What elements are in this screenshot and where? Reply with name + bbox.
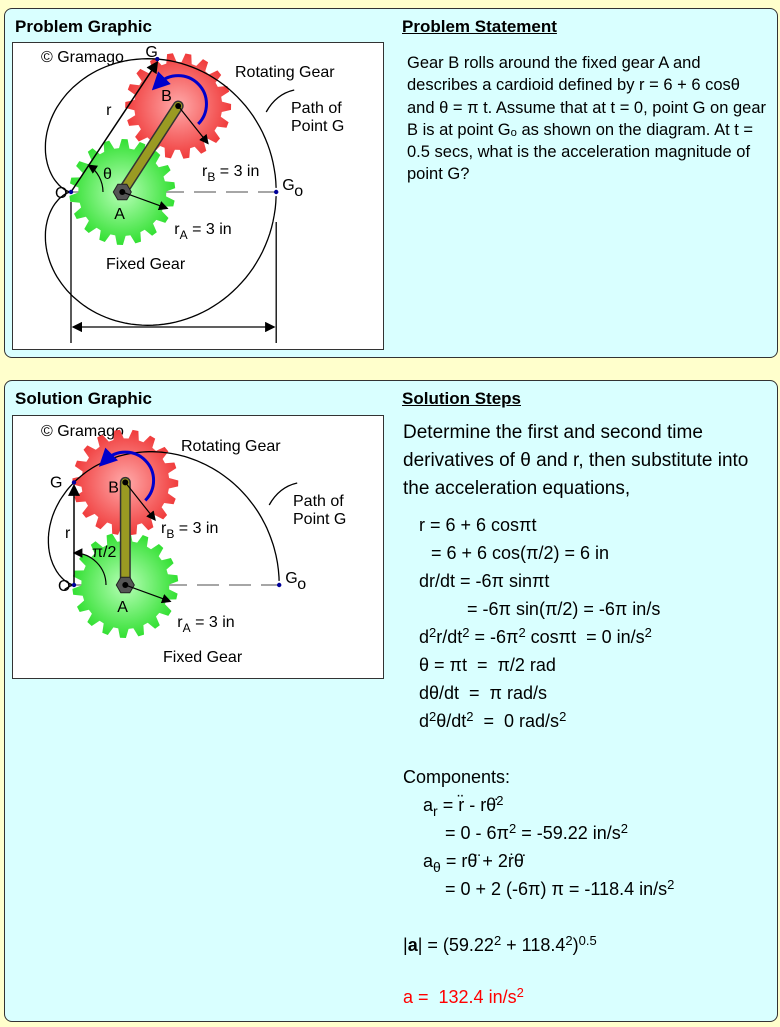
label-path-2: Point G (293, 511, 347, 528)
label-fixed-gear: Fixed Gear (106, 256, 186, 273)
equation-part: = -6π sin(π/2) = -6π in/s (467, 599, 661, 619)
path-leader (266, 90, 294, 112)
label-o: O (55, 185, 68, 202)
components-label: Components: (403, 767, 511, 787)
label-g: G (50, 474, 63, 492)
label-path-2: Point G (291, 118, 345, 135)
equation-part: a (423, 795, 434, 815)
equation-part: 2 (508, 821, 517, 836)
equation-part: = 0 + 2 (-6π) π = -118.4 in/s (445, 879, 668, 899)
equation-part: d (419, 711, 430, 731)
point-marker (72, 480, 76, 484)
label-angle: π/2 (92, 544, 117, 561)
component-line (445, 875, 674, 903)
equation-line (467, 595, 660, 623)
equation-part: θ = πt = π/2 rad (419, 655, 556, 675)
equation-line (419, 623, 652, 651)
equation-part: = 6 + 6 cos(π/2) = 6 in (431, 543, 610, 563)
equation-part: 2 (518, 625, 526, 640)
equation-part: + 118.4 (501, 935, 566, 955)
label-ra (177, 614, 234, 635)
label-rotating-gear: Rotating Gear (235, 64, 335, 81)
equation-part: 2 (667, 877, 675, 892)
point-marker (72, 583, 76, 587)
label-o: O (58, 578, 71, 595)
equation-part: a (423, 851, 434, 871)
solution-intro: Determine the first and second time derivatives of θ and r, then substitute into the acceleration equations, (403, 422, 749, 499)
equation-line (419, 511, 536, 539)
label-rb (161, 520, 218, 541)
magnitude-equation (403, 931, 597, 959)
label-ra-symbol: r (174, 221, 180, 238)
label-go: G (285, 570, 298, 587)
solution-steps-title: Solution Steps (402, 389, 521, 408)
equation-part: 2 (620, 821, 628, 836)
equation-line (419, 651, 556, 679)
equation-part: 2 (493, 933, 502, 948)
component-line (423, 847, 524, 875)
label-b: B (161, 87, 172, 105)
label-rotating-gear: Rotating Gear (181, 438, 281, 455)
point-marker (69, 190, 73, 194)
label-g: G (145, 44, 158, 62)
equation-part: 2 (429, 625, 437, 640)
problem-panel (4, 8, 778, 358)
equation-part: 2 (559, 709, 567, 724)
equation-part: 0.5 (578, 933, 597, 948)
equation-part: a (407, 935, 418, 955)
equation-part: = rθ̈ + 2ṙθ̇ (440, 851, 524, 871)
label-r: r (106, 102, 112, 119)
label-ra-symbol: r (177, 614, 183, 631)
equation-part: | (403, 935, 408, 955)
equation-part: θ/dt (436, 711, 467, 731)
equation-part: r/dt (436, 627, 463, 647)
equation-part: | = (59.22 (417, 935, 494, 955)
label-path-1: Path of (293, 493, 344, 510)
label-rb-symbol: r (161, 520, 167, 537)
equation-part: = 0 rad/s (473, 711, 560, 731)
equation-part: 2 (429, 709, 437, 724)
equation-line (419, 567, 549, 595)
label-rb (202, 163, 259, 184)
equation-part: 2 (644, 625, 652, 640)
label-rb-value: = 3 in (174, 520, 219, 537)
solution-panel (4, 380, 778, 1022)
point-marker (277, 583, 281, 587)
label-ra-value: = 3 in (190, 614, 235, 631)
label-ra-subscript: A (182, 621, 191, 635)
label-ra (174, 221, 231, 242)
label-theta: θ (103, 166, 112, 183)
problem-statement: Gear B rolls around the fixed gear A and describes a cardioid defined by r = 6 + 6 cosθ and θ = π t. Assume that at t = 0, point G on gear B is at point Gₒ as shown on the diagram. At t = 0.5 secs, what is the acceleration magnitude of point G? (407, 54, 767, 184)
component-line (423, 791, 503, 819)
equation-part: 2 (516, 985, 524, 1000)
gear-diagram-solution (13, 416, 383, 678)
label-rb-subscript: B (207, 170, 216, 184)
equation-part: r = 6 + 6 cosπt (419, 515, 537, 535)
equation-line (419, 679, 547, 707)
label-r: r (65, 525, 71, 542)
label-rb-value: = 3 in (215, 163, 260, 180)
label-a: A (114, 206, 125, 223)
gear-diagram (13, 43, 383, 349)
solution-graphic-title: Solution Graphic (15, 389, 152, 408)
label-fixed-gear: Fixed Gear (163, 649, 243, 666)
equation-part: θ (433, 859, 441, 875)
equation-part: = -59.22 in/s (516, 823, 621, 843)
equation-part: d (419, 627, 430, 647)
label-path-1: Path of (291, 100, 342, 117)
label-b: B (108, 479, 119, 497)
equation-part: cosπt = 0 in/s (525, 627, 645, 647)
watermark: © Gramago (41, 423, 124, 440)
problem-statement-title: Problem Statement (402, 17, 557, 36)
final-answer (403, 983, 524, 1011)
equation-part: = -6π (469, 627, 519, 647)
watermark: © Gramago (41, 49, 124, 66)
problem-graphic (12, 42, 384, 350)
component-line (445, 819, 628, 847)
label-ra-subscript: A (179, 228, 188, 242)
equation-part: ) (572, 935, 579, 955)
solution-graphic (12, 415, 384, 679)
equation-part: = r̈ - rθ̇ (437, 795, 497, 815)
problem-graphic-title: Problem Graphic (15, 17, 152, 36)
equation-part: 2 (565, 933, 573, 948)
equation-part: 2 (462, 625, 470, 640)
label-go-subscript: o (297, 576, 307, 593)
label-a: A (117, 599, 128, 616)
equation-line (419, 707, 566, 735)
label-go: G (282, 177, 295, 194)
equation-part: dθ/dt = π rad/s (419, 683, 547, 703)
equation-part: dr/dt = -6π sinπt (419, 571, 550, 591)
label-ra-value: = 3 in (187, 221, 232, 238)
equation-part: 2 (496, 793, 504, 808)
equation-part: 2 (466, 709, 474, 724)
label-rb-symbol: r (202, 163, 208, 180)
equation-part: a = 132.4 in/s (403, 987, 517, 1007)
label-go-subscript: o (294, 183, 304, 200)
equation-line (431, 539, 609, 567)
label-rb-subscript: B (166, 527, 175, 541)
equation-part: = 0 - 6π (445, 823, 509, 843)
point-marker (274, 190, 278, 194)
equation-part: r (433, 803, 438, 819)
